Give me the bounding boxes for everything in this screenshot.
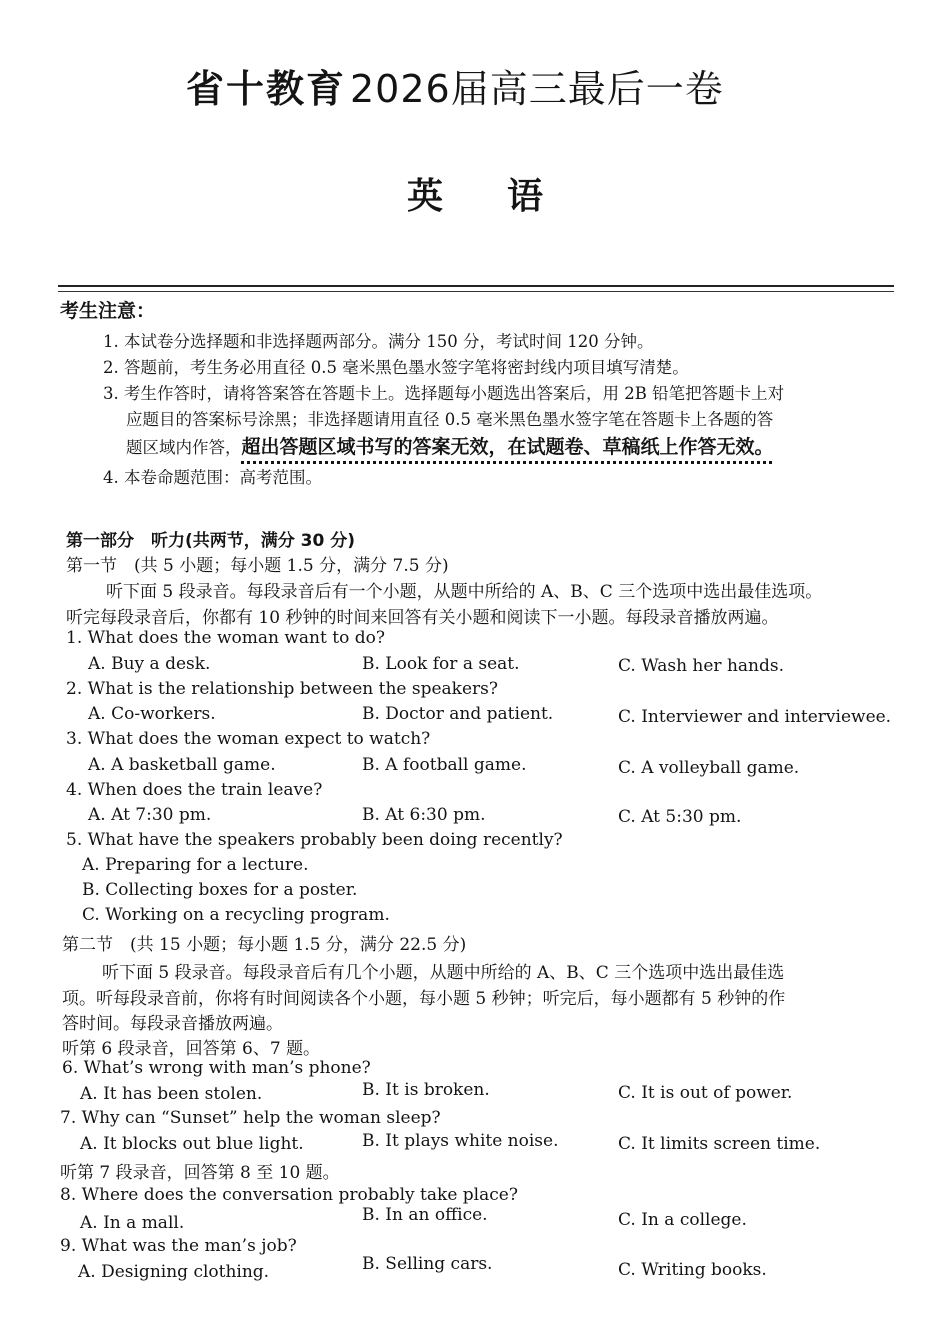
option-b: B. It plays white noise. xyxy=(362,1131,559,1151)
question-stem: 9. What was the man’s job? xyxy=(60,1236,297,1256)
section1-instruction-2: 听完每段录音后，你都有 10 秒钟的时间来回答有关小题和阅读下一小题。每段录音播放两遍。 xyxy=(66,608,779,628)
option-b: B. A football game. xyxy=(362,755,527,775)
option-c: C. At 5:30 pm. xyxy=(618,807,742,827)
option-a: A. Buy a desk. xyxy=(88,654,211,674)
notice-emphasis: 超出答题区域书写的答案无效，在试题卷、草稿纸上作答无效。 xyxy=(241,436,774,458)
option-c: C. In a college. xyxy=(618,1210,747,1230)
option-b: B. Doctor and patient. xyxy=(362,704,554,724)
exam-title: 2026届高三最后一卷 xyxy=(350,67,724,111)
notice-item-2: 2. 答题前，考生务必用直径 0.5 毫米黑色墨水签字笔将密封线内项目填写清楚。 xyxy=(103,358,689,377)
part1-heading: 第一部分 听力(共两节，满分 30 分) xyxy=(66,531,356,551)
option-a: A. Preparing for a lecture. xyxy=(82,855,309,875)
dialog-7-instruction: 听第 7 段录音，回答第 8 至 10 题。 xyxy=(60,1163,340,1183)
option-a: A. In a mall. xyxy=(80,1213,185,1233)
option-a: A. At 7:30 pm. xyxy=(88,805,212,825)
question-stem: 7. Why can “Sunset” help the woman sleep? xyxy=(60,1108,441,1128)
subject-title: 英语 xyxy=(406,176,607,217)
option-c: C. It is out of power. xyxy=(618,1083,793,1103)
header-divider-thin xyxy=(58,291,894,292)
option-c: C. Writing books. xyxy=(618,1260,767,1280)
option-b: B. In an office. xyxy=(362,1205,488,1225)
question-stem: 1. What does the woman want to do? xyxy=(66,628,385,648)
section2-instruction-2: 项。听每段录音前，你将有时间阅读各个小题，每小题 5 秒钟；听完后，每小题都有 5 秒钟的作 xyxy=(62,989,786,1009)
option-c: C. Wash her hands. xyxy=(618,656,784,676)
option-a: A. It has been stolen. xyxy=(80,1084,263,1104)
question-stem: 4. When does the train leave? xyxy=(66,780,323,800)
option-a: A. A basketball game. xyxy=(88,755,276,775)
option-a: A. Co-workers. xyxy=(88,704,216,724)
header-divider-thick xyxy=(58,285,894,287)
dialog-6-instruction: 听第 6 段录音，回答第 6、7 题。 xyxy=(62,1039,321,1059)
option-a: A. It blocks out blue light. xyxy=(80,1134,304,1154)
notice-item-3-line-3 xyxy=(126,432,774,459)
option-c: C. A volleyball game. xyxy=(618,758,800,778)
section2-instruction-1: 听下面 5 段录音。每段录音后有几个小题，从题中所给的 A、B、C 三个选项中选出最佳选 xyxy=(102,963,785,983)
brand-logo-text: 省十教育 xyxy=(186,66,347,111)
option-b: B. Selling cars. xyxy=(362,1254,493,1274)
notice-heading: 考生注意： xyxy=(60,300,156,322)
notice-item-1: 1. 本试卷分选择题和非选择题两部分。满分 150 分，考试时间 120 分钟。 xyxy=(103,332,654,351)
question-stem: 8. Where does the conversation probably take place? xyxy=(60,1185,518,1205)
option-b: B. It is broken. xyxy=(362,1080,490,1100)
option-b: B. At 6:30 pm. xyxy=(362,805,486,825)
option-c: C. Interviewer and interviewee. xyxy=(618,707,892,727)
question-stem: 6. What’s wrong with man’s phone? xyxy=(62,1058,371,1078)
section2-heading: 第二节 (共 15 小题；每小题 1.5 分，满分 22.5 分) xyxy=(62,935,467,955)
option-b: B. Collecting boxes for a poster. xyxy=(82,880,358,900)
question-stem: 3. What does the woman expect to watch? xyxy=(66,729,431,749)
section1-heading: 第一节 (共 5 小题；每小题 1.5 分，满分 7.5 分) xyxy=(66,556,449,576)
option-b: B. Look for a seat. xyxy=(362,654,520,674)
notice-item-3-line-1: 3. 考生作答时，请将答案答在答题卡上。选择题每小题选出答案后，用 2B 铅笔把答题卡上对 xyxy=(103,384,785,403)
question-stem: 5. What have the speakers probably been doing recently? xyxy=(66,830,563,850)
option-c: C. It limits screen time. xyxy=(618,1134,821,1154)
section2-instruction-3: 答时间。每段录音播放两遍。 xyxy=(62,1014,283,1034)
notice-item-4: 4. 本卷命题范围：高考范围。 xyxy=(103,468,322,487)
notice-item-3-line-2: 应题目的答案标号涂黑；非选择题请用直径 0.5 毫米黑色墨水签字笔在答题卡上各题的答 xyxy=(126,410,774,429)
option-c: C. Working on a recycling program. xyxy=(82,905,390,925)
option-a: A. Designing clothing. xyxy=(78,1262,270,1282)
notice-item-3-plain: 题区域内作答， xyxy=(126,438,242,457)
question-stem: 2. What is the relationship between the speakers? xyxy=(66,679,499,699)
section1-instruction-1: 听下面 5 段录音。每段录音后有一个小题，从题中所给的 A、B、C 三个选项中选出最佳选项。 xyxy=(106,582,823,602)
